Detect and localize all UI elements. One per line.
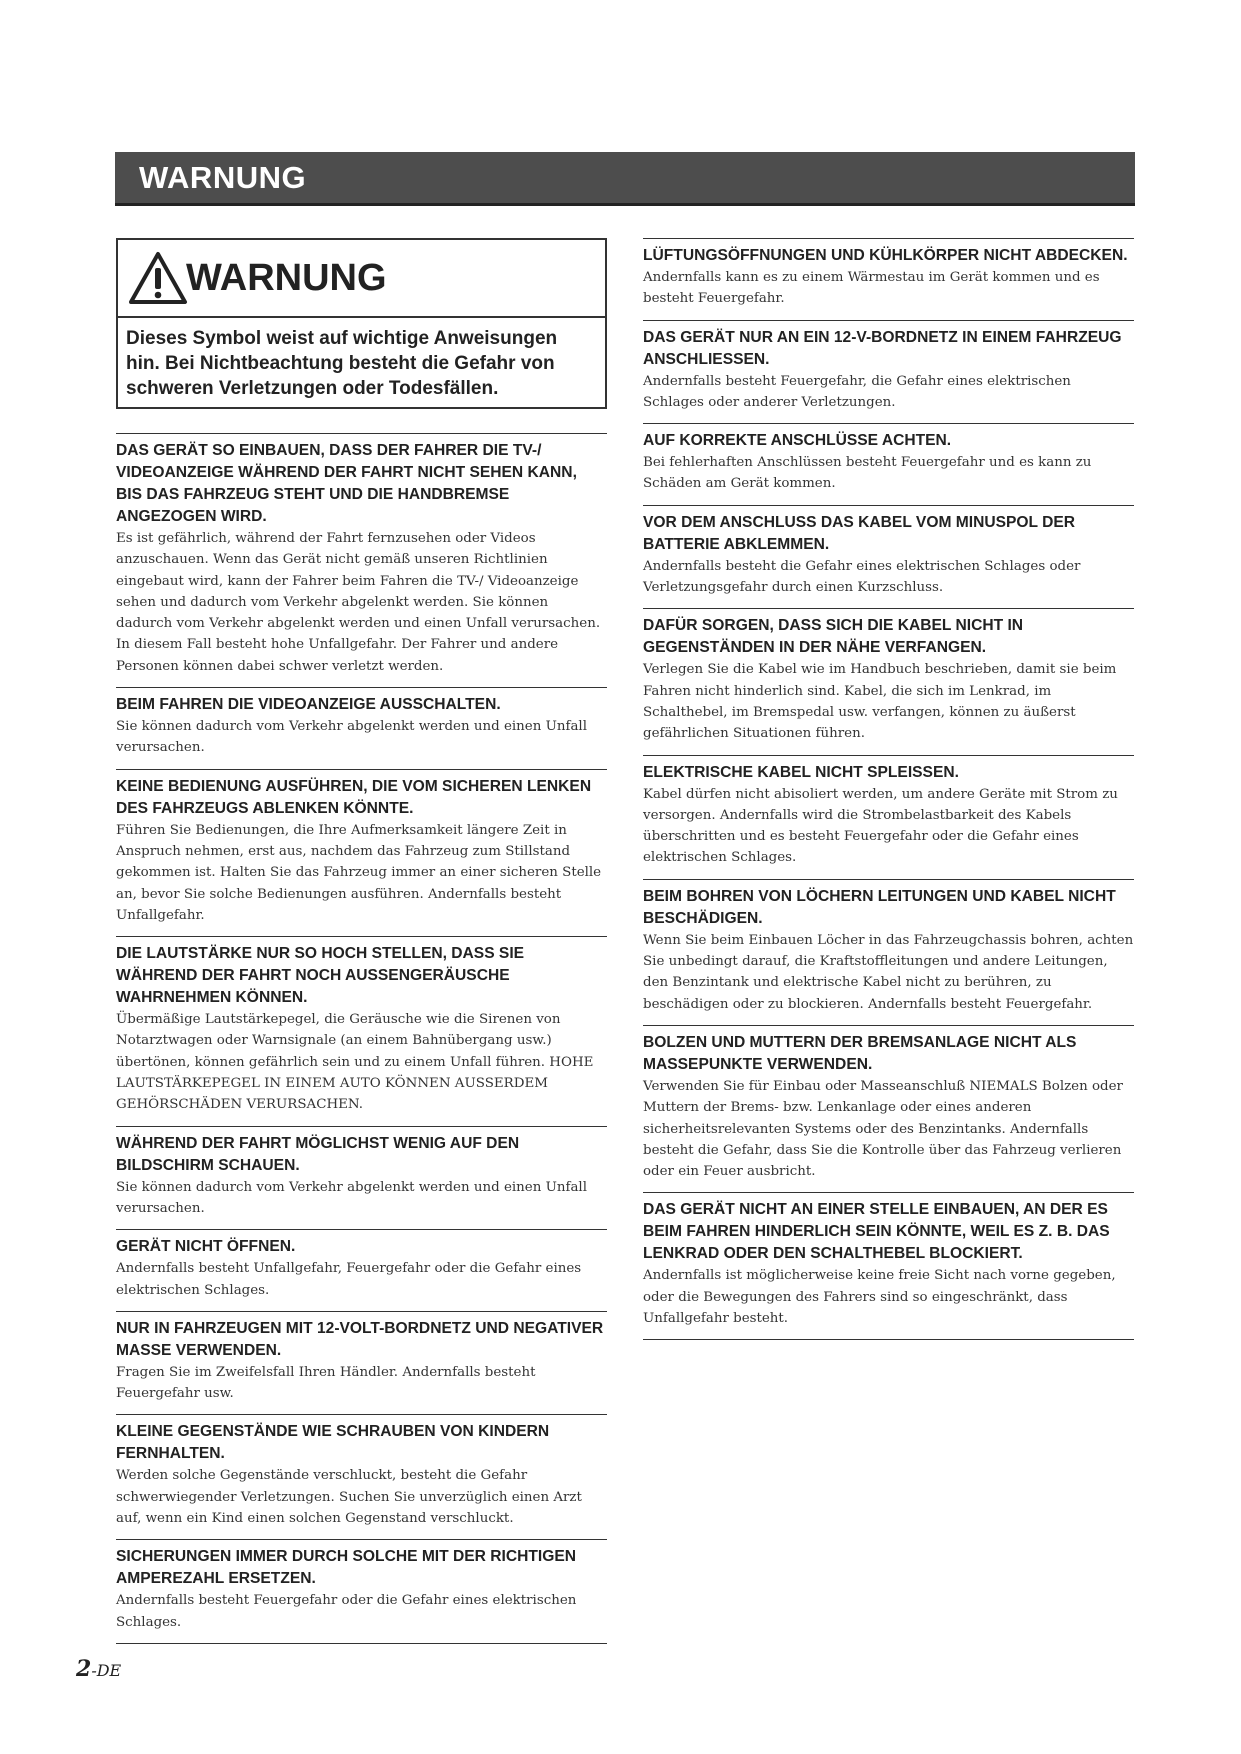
section-title: DAS GERÄT NICHT AN EINER STELLE EINBAUEN, AN DER ES BEIM FAHREN HINDERLICH SEIN KÖNNTE, WEIL ES Z. B. DAS LENKRAD ODER DEN SCHALTHEBEL BLOCKIERT. [643, 1201, 1110, 1263]
warning-section [643, 879, 1134, 1025]
section-body: Verwenden Sie für Einbau oder Masseanschluß NIEMALS Bolzen oder Muttern der Brems- bzw. Lenkanlage oder eines anderen sicherheitsrelevanten Systems oder des Benzintanks. Andernfalls besteht die Gefahr, dass Sie die Kontrolle über das Fahrzeug verlieren oder ein Feuer ausbricht. [643, 1078, 1123, 1180]
right-warning-list [643, 238, 1134, 1340]
page-number-suffix: -DE [91, 1661, 122, 1680]
section-body: Sie können dadurch vom Verkehr abgelenkt werden und einen Unfall verursachen. [116, 719, 587, 756]
warning-section [643, 320, 1134, 424]
section-title: BEIM FAHREN DIE VIDEOANZEIGE AUSSCHALTEN. [116, 696, 501, 714]
warning-section [116, 769, 607, 936]
section-title: LÜFTUNGSÖFFNUNGEN UND KÜHLKÖRPER NICHT ABDECKEN. [643, 247, 1128, 264]
warning-section [643, 238, 1134, 320]
section-title: NUR IN FAHRZEUGEN MIT 12-VOLT-BORDNETZ UND NEGATIVER MASSE VERWENDEN. [116, 1319, 604, 1359]
warning-section [116, 433, 607, 687]
section-body: Fragen Sie im Zweifelsfall Ihren Händler. Andernfalls besteht Feuergefahr usw. [116, 1364, 536, 1402]
section-body: Andernfalls besteht Feuergefahr, die Gefahr eines elektrischen Schlages oder anderer Verletzungen. [643, 373, 1071, 410]
banner-title: WARNUNG [139, 159, 307, 195]
warning-section [643, 423, 1134, 505]
section-body: Sie können dadurch vom Verkehr abgelenkt werden und einen Unfall verursachen. [116, 1179, 587, 1216]
section-title: DAS GERÄT NUR AN EIN 12-V-BORDNETZ IN EINEM FAHRZEUG ANSCHLIESSEN. [643, 328, 1122, 368]
warning-section [643, 1025, 1134, 1192]
warning-section [116, 1229, 607, 1311]
warning-box-text: Dieses Symbol weist auf wichtige Anweisungen hin. Bei Nichtbeachtung besteht die Gefahr von schweren Verletzungen oder Todesfällen. [126, 328, 558, 399]
warning-section [643, 1192, 1134, 1340]
warning-section [116, 1126, 607, 1230]
warning-section [116, 936, 607, 1125]
section-body: Wenn Sie beim Einbauen Löcher in das Fahrzeugchassis bohren, achten Sie unbedingt darauf, die Kraftstoffleitungen und andere Leitungen, den Benzintank und elektrische Kabel nicht zu berühren, zu beschädigen oder zu blockieren. Andernfalls besteht Feuergefahr. [643, 932, 1134, 1012]
section-title: WÄHREND DER FAHRT MÖGLICHST WENIG AUF DEN BILDSCHIRM SCHAUEN. [116, 1134, 520, 1174]
warning-banner [115, 152, 1135, 206]
section-body: Kabel dürfen nicht abisoliert werden, um andere Geräte mit Strom zu versorgen. Andernfalls wird die Strombelastbarkeit des Kabels überschritten und es besteht Feuergefahr oder die Gefahr eines elektrischen Schlages. [643, 786, 1118, 866]
section-body: Andernfalls besteht die Gefahr eines elektrischen Schlages oder Verletzungsgefahr durch einen Kurzschluss. [643, 558, 1081, 596]
section-title: BOLZEN UND MUTTERN DER BREMSANLAGE NICHT ALS MASSEPUNKTE VERWENDEN. [643, 1033, 1077, 1073]
warning-section [643, 755, 1134, 879]
section-title: DAFÜR SORGEN, DASS SICH DIE KABEL NICHT IN GEGENSTÄNDEN IN DER NÄHE VERFANGEN. [643, 617, 1024, 657]
section-title: VOR DEM ANSCHLUSS DAS KABEL VOM MINUSPOL DER BATTERIE ABKLEMMEN. [643, 513, 1076, 553]
warning-section [643, 505, 1134, 609]
section-title: BEIM BOHREN VON LÖCHERN LEITUNGEN UND KABEL NICHT BESCHÄDIGEN. [643, 887, 1116, 927]
section-title: ELEKTRISCHE KABEL NICHT SPLEISSEN. [643, 763, 959, 781]
warning-section [643, 608, 1134, 754]
section-body: Führen Sie Bedienungen, die Ihre Aufmerksamkeit längere Zeit in Anspruch nehmen, erst aus, nachdem das Fahrzeug zum Stillstand gekommen ist. Halten Sie das Fahrzeug immer an einer sicheren Stelle an, bevor Sie solche Bedienungen ausführen. Andernfalls besteht Unfallgefahr. [116, 822, 602, 923]
page-number [76, 1656, 121, 1682]
warning-section [116, 1539, 607, 1644]
section-title: GERÄT NICHT ÖFFNEN. [116, 1238, 296, 1256]
section-body: Verlegen Sie die Kabel wie im Handbuch beschrieben, damit sie beim Fahren nicht hinderlich sind. Kabel, die sich im Lenkrad, im Schalthebel, im Bremspedal usw. verfangen, können zu äußerst gefährlichen Situationen führen. [643, 662, 1117, 742]
section-title: KEINE BEDIENUNG AUSFÜHREN, DIE VOM SICHEREN LENKEN DES FAHRZEUGS ABLENKEN KÖNNTE. [116, 777, 592, 817]
section-title: AUF KORREKTE ANSCHLÜSSE ACHTEN. [643, 432, 952, 450]
warning-box-title: WARNUNG [186, 256, 387, 299]
left-column [116, 238, 607, 1644]
warning-triangle-icon [128, 251, 188, 305]
section-title: DAS GERÄT SO EINBAUEN, DASS DER FAHRER DIE TV-/ VIDEOANZEIGE WÄHREND DER FAHRT NICHT SEHEN KANN, BIS DAS FAHRZEUG STEHT UND DIE HANDBREMSE ANGEZOGEN WIRD. [116, 442, 577, 525]
section-body: Übermäßige Lautstärkepegel, die Geräusche wie die Sirenen von Notarztwagen oder Warnsignale (an einem Bahnübergang usw.) übertönen, können gefährlich sein und zu einem Unfall führen. HOHE LAUTSTÄRKEPEGEL IN EINEM AUTO KÖNNEN AUSSERDEM GEHÖRSCHÄDEN VERURSACHEN. [116, 1012, 594, 1113]
right-column [643, 238, 1134, 1340]
page-number-value: 2 [76, 1656, 92, 1682]
section-title: SICHERUNGEN IMMER DURCH SOLCHE MIT DER RICHTIGEN AMPEREZAHL ERSETZEN. [116, 1548, 577, 1588]
section-body: Werden solche Gegenstände verschluckt, besteht die Gefahr schwerwiegender Verletzungen. Suchen Sie unverzüglich einen Arzt auf, wenn ein Kind einen solchen Gegenstand verschluckt. [116, 1468, 582, 1527]
section-title: DIE LAUTSTÄRKE NUR SO HOCH STELLEN, DASS SIE WÄHREND DER FAHRT NOCH AUSSENGERÄUSCHE WAHRNEHMEN KÖNNEN. [116, 945, 525, 1007]
section-body: Andernfalls besteht Unfallgefahr, Feuergefahr oder die Gefahr eines elektrischen Schlages. [116, 1261, 582, 1298]
warning-section [116, 1311, 607, 1415]
warning-box-header [118, 240, 605, 318]
section-body: Andernfalls ist möglicherweise keine freie Sicht nach vorne gegeben, oder die Bewegungen des Fahrers sind so eingeschränkt, dass Unfallgefahr besteht. [643, 1268, 1116, 1327]
section-title: KLEINE GEGENSTÄNDE WIE SCHRAUBEN VON KINDERN FERNHALTEN. [116, 1423, 550, 1463]
warning-symbol-box [116, 238, 607, 409]
section-body: Bei fehlerhaften Anschlüssen besteht Feuergefahr und es kann zu Schäden am Gerät kommen. [643, 455, 1092, 492]
warning-section [116, 687, 607, 769]
warning-section [116, 1414, 607, 1539]
left-warning-list [116, 433, 607, 1644]
section-body: Andernfalls kann es zu einem Wärmestau im Gerät kommen und es besteht Feuergefahr. [643, 270, 1100, 307]
section-body: Es ist gefährlich, während der Fahrt fernzusehen oder Videos anzuschauen. Wenn das Gerät nicht gemäß unseren Richtlinien eingebaut wird, kann der Fahrer beim Fahren die TV-/ Videoanzeige sehen und dadurch vom Verkehr abgelenkt werden. Sie können dadurch vom Verkehr abgelenkt werden und einen Unfall verursachen. In diesem Fall besteht hohe Unfallgefahr. Der Fahrer und andere Personen können dabei schwer verletzt werden. [116, 531, 601, 674]
section-body: Andernfalls besteht Feuergefahr oder die Gefahr eines elektrischen Schlages. [116, 1593, 577, 1630]
